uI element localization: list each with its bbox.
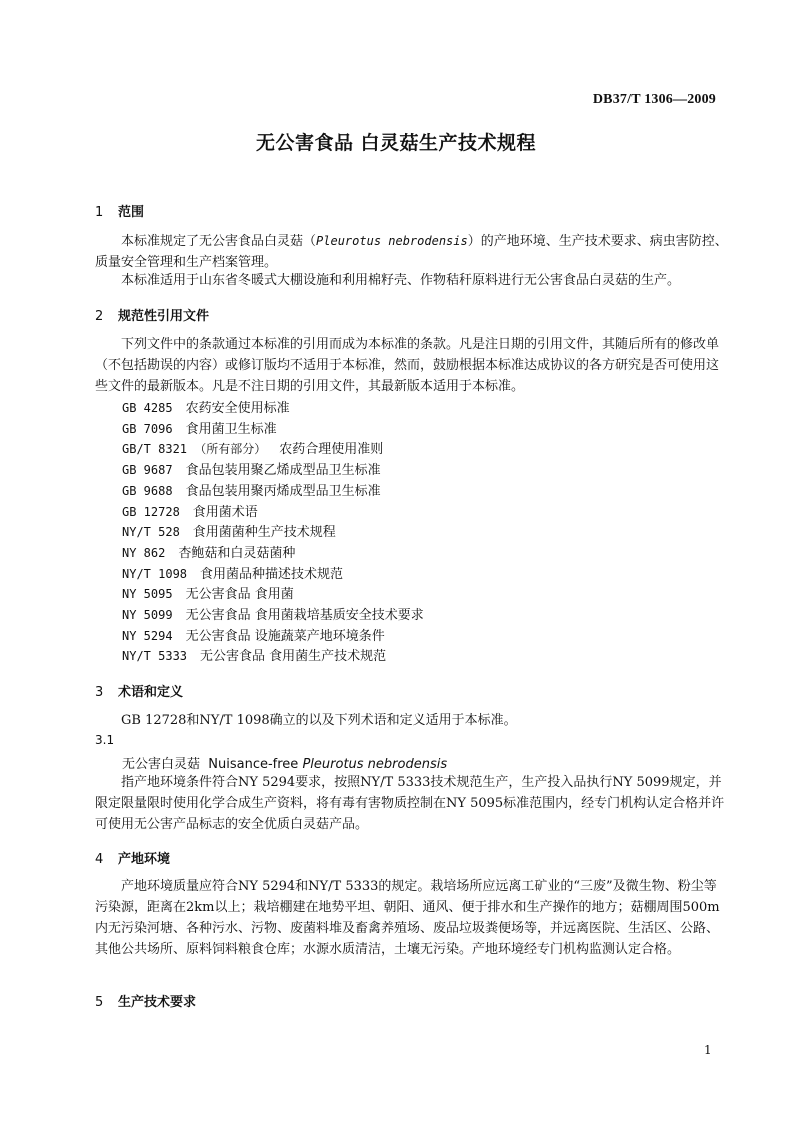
section-title: 产地环境: [118, 852, 171, 867]
text-run: 本标准规定了无公害食品白灵菇（: [121, 234, 317, 249]
section-4-paragraph: 产地环境质量应符合NY 5294和NY/T 5333的规定。栽培场所应远离工矿业的“三废”及微生物、粉尘等污染源，距离在2km以上；栽培棚建在地势平坦、朝阳、通风、便于排水和生产操作的地方；菇棚周围500m内无污染河塘、各种污水、污物、废菌料堆及畜禽养殖场、废品垃圾粪便场等，并远离医院、生活区、公路、其他公共场所、原料饲料粮食仓库；水源水质清洁，土壤无污染。产地环境经专门机构监测认定合格。: [95, 879, 720, 957]
term-entry: [122, 753, 447, 772]
page-number: 1: [704, 1043, 712, 1057]
reference-item: [122, 522, 336, 543]
section-1-paragraph-2: 本标准适用于山东省冬暖式大棚设施和利用棉籽壳、作物秸秆原料进行无公害食品白灵菇的生产。: [121, 273, 681, 288]
reference-title: 无公害食品 食用菌生产技术规范: [200, 649, 387, 665]
term-latin: Pleurotus nebrodensis: [302, 757, 448, 772]
reference-code: NY/T 528: [122, 525, 180, 540]
subclause-number: 3.1: [95, 733, 115, 747]
reference-code: NY/T 1098: [122, 566, 188, 581]
section-2-heading: [95, 305, 209, 324]
reference-item: [122, 502, 258, 523]
reference-code: NY 862: [122, 545, 166, 560]
reference-title: 食用菌卫生标准: [185, 421, 277, 437]
section-3-intro: GB 12728和NY/T 1098确立的以及下列术语和定义适用于本标准。: [121, 713, 517, 728]
term-definition: 指产地环境条件符合NY 5294要求，按照NY/T 5333技术规范生产，生产投入品执行NY 5099规定，并限定限量限时使用化学合成生产资料，将有毒有害物质控制在NY 5095标准范围内，经专门机构认定合格并许可使用无公害产品标志的安全优质白灵菇产品。: [95, 775, 725, 832]
reference-code: NY 5294: [122, 628, 173, 643]
reference-item: [122, 646, 386, 667]
reference-code: GB 12728: [122, 504, 180, 519]
reference-item: [122, 439, 383, 460]
section-number: 2: [95, 309, 104, 324]
reference-code: NY/T 5333: [122, 649, 188, 664]
section-number: 3: [95, 685, 104, 700]
reference-code: GB/T 8321 （所有部分）: [122, 442, 267, 457]
reference-item: [122, 419, 277, 440]
reference-title: 农药合理使用准则: [279, 442, 384, 458]
reference-item: [122, 481, 381, 502]
reference-title: 无公害食品 设施蔬菜产地环境条件: [185, 628, 385, 644]
document-number: DB37/T 1306—2009: [592, 92, 716, 107]
latin-name: Pleurotus nebrodensis: [316, 234, 468, 248]
reference-code: GB 9687: [122, 463, 173, 478]
section-3-heading: [95, 681, 183, 700]
reference-title: 无公害食品 食用菌栽培基质安全技术要求: [185, 608, 424, 623]
reference-title: 无公害食品 食用菌: [185, 587, 294, 603]
reference-code: NY 5099: [122, 608, 173, 622]
section-4-heading: [95, 848, 170, 867]
reference-title: 食品包装用聚丙烯成型品卫生标准: [185, 483, 381, 499]
section-2-intro: 下列文件中的条款通过本标准的引用而成为本标准的条款。凡是注日期的引用文件，其随后所有的修改单（不包括勘误的内容）或修订版均不适用于本标准，然而，鼓励根据本标准达成协议的各方研究是否可使用这些文件的最新版本。凡是不注日期的引用文件，其最新版本适用于本标准。: [95, 337, 720, 394]
section-5-heading: [95, 991, 196, 1010]
section-number: 4: [95, 852, 104, 867]
section-title: 术语和定义: [118, 685, 184, 700]
page-title: 无公害食品 白灵菇生产技术规程: [255, 132, 537, 154]
reference-item: [122, 460, 381, 481]
reference-title: 农药安全使用标准: [185, 401, 290, 416]
reference-item: [122, 543, 295, 564]
reference-title: 食用菌菌种生产技术规程: [192, 525, 336, 541]
reference-title: 食用菌术语: [192, 504, 258, 520]
reference-item: [122, 584, 294, 605]
reference-title: 杏鲍菇和白灵菇菌种: [178, 545, 296, 561]
reference-code: GB 7096: [122, 421, 173, 436]
reference-title: 食用菌品种描述技术规范: [200, 566, 344, 582]
reference-item: [122, 564, 343, 585]
reference-code: NY 5095: [122, 587, 173, 602]
term-chinese: 无公害白灵菇: [122, 757, 201, 772]
reference-item: [122, 398, 290, 419]
reference-title: 食品包装用聚乙烯成型品卫生标准: [185, 463, 381, 479]
reference-item: [122, 626, 385, 647]
section-title: 范围: [118, 205, 145, 220]
reference-item: [122, 605, 424, 626]
reference-code: GB 9688: [122, 483, 173, 498]
section-1-paragraph-1: [95, 231, 729, 273]
section-number: 5: [95, 995, 104, 1010]
text-run: ）的产地环境、生产技术要求、病虫害防控、质量安全管理和生产档案管理。: [95, 234, 728, 270]
section-1-heading: [95, 201, 144, 220]
section-title: 生产技术要求: [118, 995, 197, 1010]
section-number: 1: [95, 205, 104, 220]
reference-code: GB 4285: [122, 401, 173, 415]
section-title: 规范性引用文件: [118, 309, 210, 324]
term-english: Nuisance-free: [208, 757, 299, 772]
